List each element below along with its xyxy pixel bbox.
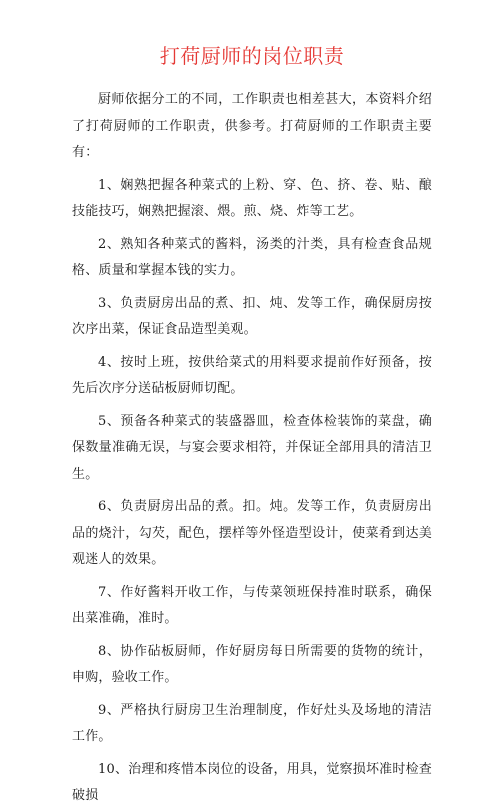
duty-item-4: 4、按时上班，按供给菜式的用料要求提前作好预备，按先后次序分送砧板厨师切配。 <box>72 354 432 396</box>
duty-item-10: 10、治理和疼惜本岗位的设备，用具，觉察损坏准时检查破损 <box>72 761 432 803</box>
duty-item-6: 6、负责厨房出品的煮。扣。炖。发等工作，负责厨房出品的烧汁，勾芡，配色，摆样等外怪造型设计，使菜肴到达美观迷人的效果。 <box>72 499 432 567</box>
duty-item-2: 2、熟知各种菜式的酱料，汤类的汁类，具有检查食品规格、质量和掌握本钱的实力。 <box>72 236 432 278</box>
duty-item-3: 3、负责厨房出品的煮、扣、炖、发等工作，确保厨房按次序出菜，保证食品造型美观。 <box>72 295 432 337</box>
document-title: 打荷厨师的岗位职责 <box>159 44 345 68</box>
duty-item-9: 9、严格执行厨房卫生治理制度，作好灶头及场地的清洁工作。 <box>72 702 432 744</box>
duty-item-1: 1、娴熟把握各种菜式的上粉、穿、色、挤、卷、贴、酿技能技巧，娴熟把握滚、煨。煎、烧、炸等工艺。 <box>72 177 432 219</box>
intro-paragraph: 厨师依据分工的不同，工作职责也相差甚大，本资料介绍了打荷厨师的工作职责，供参考。打荷厨师的工作职责主要有： <box>72 92 432 160</box>
duty-item-5: 5、预备各种菜式的装盛器皿，检查体检装饰的菜盘，确保数量准确无误，与宴会要求相符，并保证全部用具的清洁卫生。 <box>72 413 432 482</box>
duty-item-7: 7、作好酱料开收工作，与传菜领班保持准时联系，确保出菜准确，准时。 <box>72 584 432 626</box>
duty-item-8: 8、协作砧板厨师，作好厨房每日所需要的货物的统计，申购，验收工作。 <box>72 643 432 685</box>
